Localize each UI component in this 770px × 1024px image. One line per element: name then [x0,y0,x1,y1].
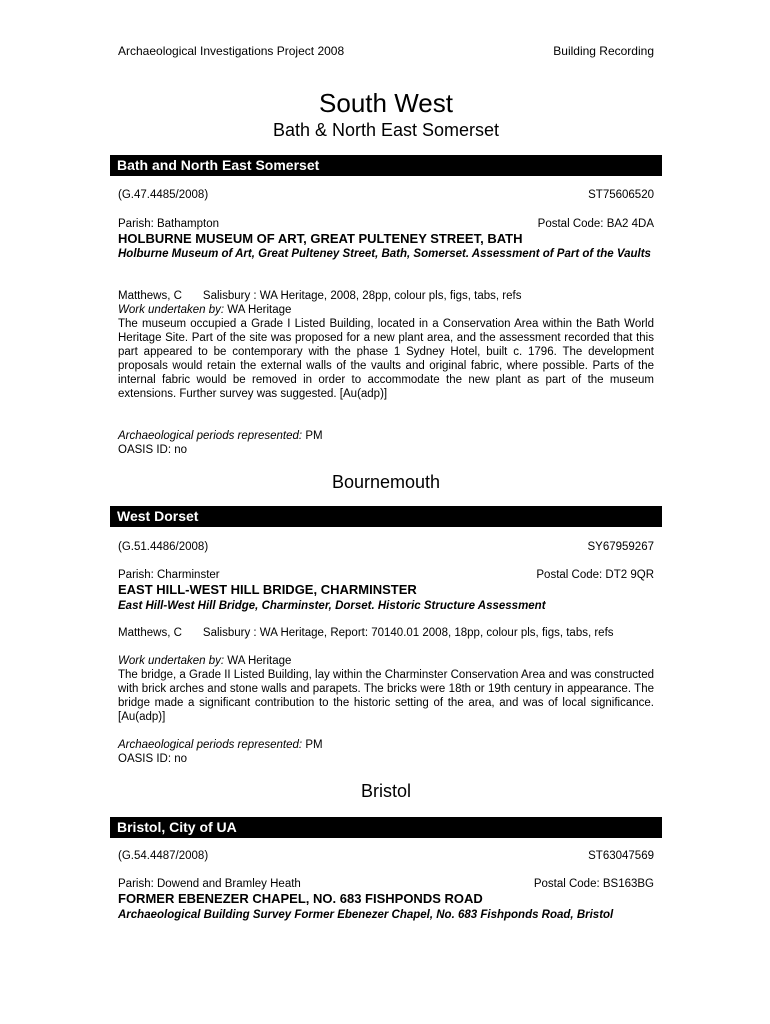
oasis-id: OASIS ID: no [118,444,188,456]
entry-reference-row [110,189,662,201]
running-header [110,44,662,58]
entry-reference-row [110,850,662,862]
region-subtitle: Bath & North East Somerset [272,120,500,140]
county-heading: Bristol, City of UA [110,817,662,838]
work-undertaken-value: WA Heritage [224,304,292,316]
periods-line [110,429,662,443]
postal-code: Postal Code: BA2 4DA [537,218,654,230]
periods-value: PM [302,430,323,442]
work-undertaken [110,654,662,668]
periods-label: Archaeological periods represented: [118,430,303,442]
county-heading: Bath and North East Somerset [110,155,662,176]
grid-reference: ST75606520 [588,189,654,201]
entry-reference-row [110,541,662,553]
parish-row [110,218,662,230]
author-line [110,289,662,303]
region-title: South West [319,88,453,118]
work-undertaken-value: WA Heritage [224,655,292,667]
work-undertaken [110,303,662,317]
parish: Parish: Bathampton [118,218,220,230]
site-title: FORMER EBENEZER CHAPEL, NO. 683 FISHPONDS ROAD [118,891,483,906]
parish-row [110,878,662,890]
author: Matthews, C [118,290,182,302]
publication: Salisbury : WA Heritage, Report: 70140.01 2008, 18pp, colour pls, figs, tabs, refs [202,627,614,639]
publication: Salisbury : WA Heritage, 2008, 28pp, colour pls, figs, tabs, refs [202,290,522,302]
work-undertaken-label: Work undertaken by: [118,304,225,316]
site-title: HOLBURNE MUSEUM OF ART, GREAT PULTENEY STREET, BATH [118,231,523,246]
entry-reference: (G.51.4486/2008) [118,541,209,553]
county-heading: West Dorset [110,506,662,527]
report-title: Holburne Museum of Art, Great Pulteney Street, Bath, Somerset. Assessment of Part of the Vaults [118,248,651,260]
periods-line [110,738,662,752]
periods-label: Archaeological periods represented: [118,739,303,751]
section-heading: Bristol [360,781,411,801]
periods-value: PM [302,739,323,751]
entry-reference: (G.47.4485/2008) [118,189,209,201]
entry-reference: (G.54.4487/2008) [118,850,209,862]
parish: Parish: Charminster [118,569,220,581]
parish-row [110,569,662,581]
parish: Parish: Dowend and Bramley Heath [118,878,301,890]
entry-description: The museum occupied a Grade I Listed Building, located in a Conservation Area within the Bath World Heritage Site. Part of the site was proposed for a new plant area, and the assessment recorded that this part appeared to be contemporary with the phase 1 Sydney Hotel, built c. 1796. The development proposals would retain the external walls of the vaults and original fabric, where possible. Parts of the internal fabric would be removed in order to accommodate the new plant as part of the museum extensions. Further survey was suggested. [Au(adp)] [118,318,654,400]
postal-code: Postal Code: DT2 9QR [536,569,654,581]
oasis-id: OASIS ID: no [118,753,188,765]
postal-code: Postal Code: BS163BG [533,878,654,890]
section-heading: Bournemouth [331,472,441,492]
work-undertaken-label: Work undertaken by: [118,655,225,667]
author: Matthews, C [118,627,182,639]
grid-reference: ST63047569 [588,850,654,862]
grid-reference: SY67959267 [587,541,654,553]
report-title: Archaeological Building Survey Former Ebenezer Chapel, No. 683 Fishponds Road, Bristol [118,909,614,921]
header-project-title: Archaeological Investigations Project 2008 [118,44,345,58]
site-title: EAST HILL-WEST HILL BRIDGE, CHARMINSTER [118,582,417,597]
report-title: East Hill-West Hill Bridge, Charminster, Dorset. Historic Structure Assessment [118,600,546,612]
entry-description: The bridge, a Grade II Listed Building, lay within the Charminster Conservation Area and was constructed with brick arches and stone walls and parapets. The bricks were 18th or 19th century in appearance. The bridge made a significant contribution to the historic setting of the area, and was of local significance. [Au(adp)] [118,669,654,723]
header-section-title: Building Recording [553,44,654,58]
author-line [110,626,662,640]
